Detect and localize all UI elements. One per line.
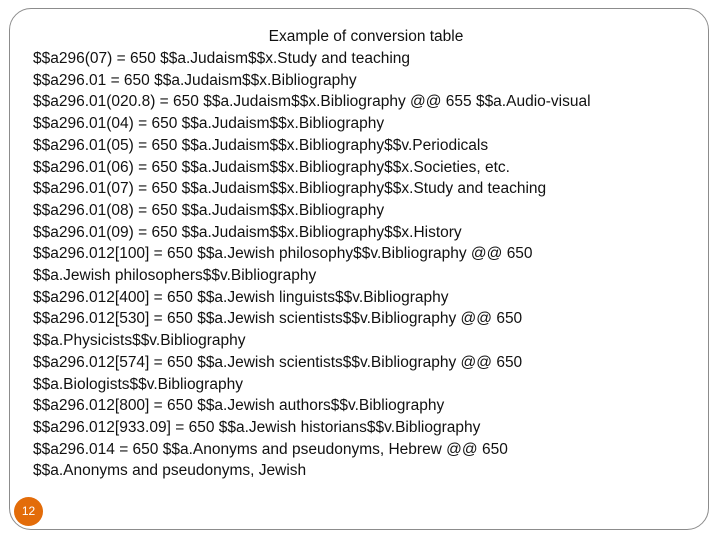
conversion-line: $$a296.01(04) = 650 $$a.Judaism$$x.Bibliography <box>33 115 385 133</box>
conversion-line: $$a296.012[400] = 650 $$a.Jewish linguists$$v.Bibliography <box>33 288 449 306</box>
conversion-line: $$a296.012[933.09] = 650 $$a.Jewish historians$$v.Bibliography <box>33 418 481 436</box>
conversion-line: $$a.Anonyms and pseudonyms, Jewish <box>33 462 307 480</box>
conversion-line: $$a296.01 = 650 $$a.Judaism$$x.Bibliography <box>33 71 357 89</box>
conversion-line: $$a296.012[530] = 650 $$a.Jewish scientists$$v.Bibliography @@ 650 <box>33 310 523 328</box>
conversion-line: $$a296.01(08) = 650 $$a.Judaism$$x.Bibliography <box>33 201 385 219</box>
slide-title: Example of conversion table <box>268 28 464 45</box>
conversion-table <box>33 48 703 482</box>
conversion-line: $$a296.01(020.8) = 650 $$a.Judaism$$x.Bibliography @@ 655 $$a.Audio-visual <box>33 93 591 111</box>
conversion-line: $$a296.012[100] = 650 $$a.Jewish philosophy$$v.Bibliography @@ 650 <box>33 245 533 263</box>
conversion-line: $$a296.01(09) = 650 $$a.Judaism$$x.Bibliography$$x.History <box>33 223 462 241</box>
conversion-line: $$a296.01(06) = 650 $$a.Judaism$$x.Bibliography$$x.Societies, etc. <box>33 158 510 176</box>
conversion-line: $$a296.014 = 650 $$a.Anonyms and pseudonyms, Hebrew @@ 650 <box>33 440 508 458</box>
conversion-line: $$a296.01(07) = 650 $$a.Judaism$$x.Bibliography$$x.Study and teaching <box>33 180 547 198</box>
conversion-line: $$a296.012[574] = 650 $$a.Jewish scientists$$v.Bibliography @@ 650 <box>33 353 523 371</box>
conversion-line: $$a296(07) = 650 $$a.Judaism$$x.Study and teaching <box>33 50 411 67</box>
page-number-badge: 12 <box>14 497 43 526</box>
conversion-line: $$a.Physicists$$v.Bibliography <box>33 332 246 350</box>
conversion-line: $$a296.01(05) = 650 $$a.Judaism$$x.Bibliography$$v.Periodicals <box>33 136 489 154</box>
conversion-line: $$a.Biologists$$v.Bibliography <box>33 375 243 393</box>
conversion-line: $$a.Jewish philosophers$$v.Bibliography <box>33 267 317 285</box>
conversion-line: $$a296.012[800] = 650 $$a.Jewish authors$$v.Bibliography <box>33 397 445 415</box>
